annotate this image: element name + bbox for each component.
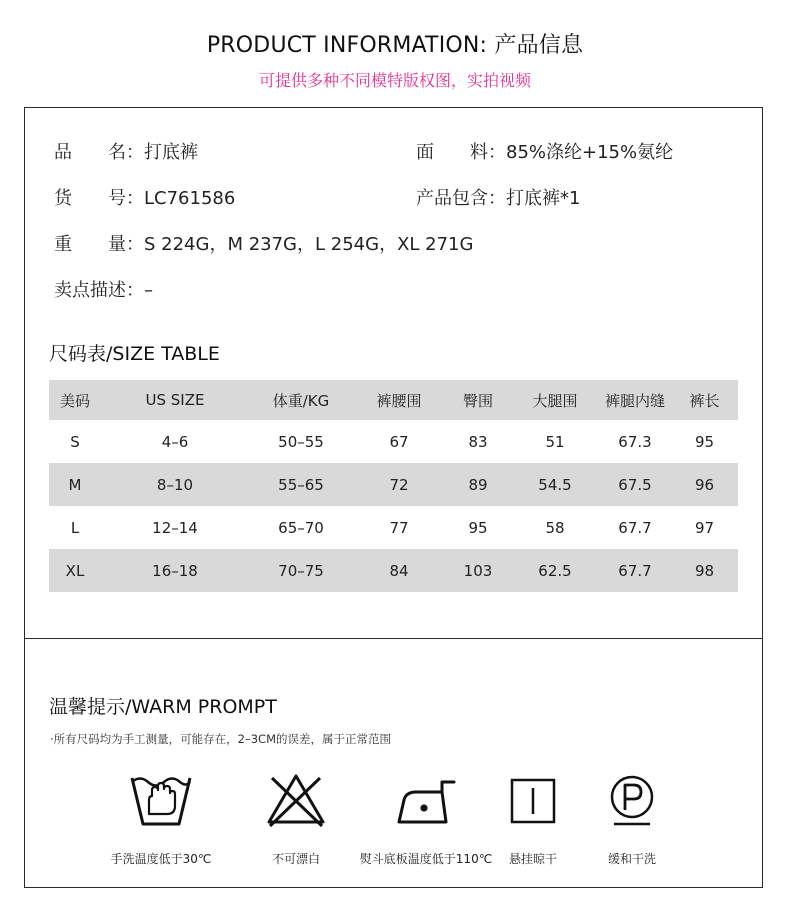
table-cell: 16–18	[101, 549, 249, 592]
size-table	[49, 380, 738, 592]
page-title: PRODUCT INFORMATION: 产品信息	[206, 33, 584, 58]
table-cell: 55–65	[249, 463, 353, 506]
table-cell: 67.7	[618, 518, 652, 537]
info-contents-label: 产品包含：	[416, 188, 506, 209]
column-header: 臀围	[445, 380, 511, 420]
care-caption: 不可漂白	[271, 852, 320, 866]
table-cell: L	[70, 518, 80, 537]
info-selling-label: 卖点描述：	[54, 280, 144, 301]
care-no-bleach	[226, 770, 366, 867]
info-fabric-label: 面 料：	[416, 142, 506, 163]
table-cell: 51	[545, 432, 565, 451]
table-cell: 65–70	[278, 518, 324, 537]
care-caption: 手洗温度低于30℃	[110, 852, 212, 866]
size-table-heading: 尺码表/SIZE TABLE	[49, 343, 220, 365]
care-caption: 熨斗底板温度低于110℃	[359, 852, 493, 866]
care-dry-clean	[562, 770, 702, 867]
care-caption: 缓和干洗	[607, 852, 656, 866]
care-hand-wash	[91, 770, 231, 867]
table-cell: XL	[49, 549, 101, 592]
column-header: US SIZE	[101, 380, 249, 420]
table-cell: 84	[353, 549, 445, 592]
info-fabric-row	[416, 138, 673, 164]
info-selling-value: –	[144, 280, 153, 301]
column-header: 裤长	[671, 380, 738, 420]
iron-low-icon	[394, 770, 458, 830]
table-cell: 4–6	[161, 432, 189, 451]
table-cell: 67.5	[599, 463, 671, 506]
table-row	[49, 420, 738, 463]
info-name-row	[54, 138, 198, 164]
warm-prompt-heading: 温馨提示/WARM PROMPT	[49, 696, 277, 718]
table-cell: 89	[445, 463, 511, 506]
table-cell: 95	[468, 518, 488, 537]
no-bleach-icon	[264, 770, 328, 830]
table-cell: 97	[694, 518, 715, 537]
table-cell: S	[70, 432, 80, 451]
column-header: 大腿围	[511, 380, 599, 420]
table-row	[49, 549, 738, 592]
table-cell: 62.5	[511, 549, 599, 592]
table-cell: 95	[694, 432, 715, 451]
table-cell: 103	[445, 549, 511, 592]
info-contents-row	[416, 184, 580, 210]
info-fabric-value: 85%涤纶+15%氨纶	[506, 142, 674, 163]
table-cell: 83	[468, 432, 488, 451]
column-header: 裤腿内缝	[599, 380, 671, 420]
table-cell: 98	[671, 549, 738, 592]
table-cell: 67.7	[599, 549, 671, 592]
line-dry-icon	[501, 770, 565, 830]
table-cell: 70–75	[249, 549, 353, 592]
info-name-label: 品 名：	[54, 142, 144, 163]
page-subtitle: 可提供多种不同模特版权图，实拍视频	[258, 71, 531, 90]
info-contents-value: 打底裤*1	[506, 188, 581, 209]
dry-clean-p-icon	[600, 770, 664, 830]
table-cell: 77	[389, 518, 409, 537]
info-code-label: 货 号：	[54, 188, 144, 209]
table-cell: 72	[353, 463, 445, 506]
table-cell: 67	[389, 432, 409, 451]
column-header: 体重/KG	[249, 380, 353, 420]
info-code-row	[54, 184, 235, 210]
table-cell: 58	[545, 518, 565, 537]
table-row	[49, 506, 738, 549]
column-header: 裤腰围	[353, 380, 445, 420]
column-header: 美码	[49, 380, 101, 420]
table-cell: 50–55	[278, 432, 324, 451]
size-table-header-row	[49, 380, 738, 420]
table-cell: 8–10	[101, 463, 249, 506]
info-weight-label: 重 量：	[54, 234, 144, 255]
info-weight-row	[54, 230, 473, 256]
table-cell: 67.3	[618, 432, 652, 451]
table-cell: M	[49, 463, 101, 506]
info-weight-value: S 224G，M 237G，L 254G，XL 271G	[144, 234, 474, 255]
hand-wash-icon	[129, 770, 193, 830]
info-code-value: LC761586	[144, 188, 236, 209]
table-cell: 96	[671, 463, 738, 506]
care-caption: 悬挂晾干	[508, 852, 557, 866]
measurement-note: ·所有尺码均为手工测量，可能存在，2–3CM的误差，属于正常范围	[50, 732, 391, 746]
info-name-value: 打底裤	[144, 142, 198, 163]
table-row	[49, 463, 738, 506]
table-cell: 12–14	[152, 518, 198, 537]
table-cell: 54.5	[511, 463, 599, 506]
info-selling-row	[54, 276, 153, 302]
